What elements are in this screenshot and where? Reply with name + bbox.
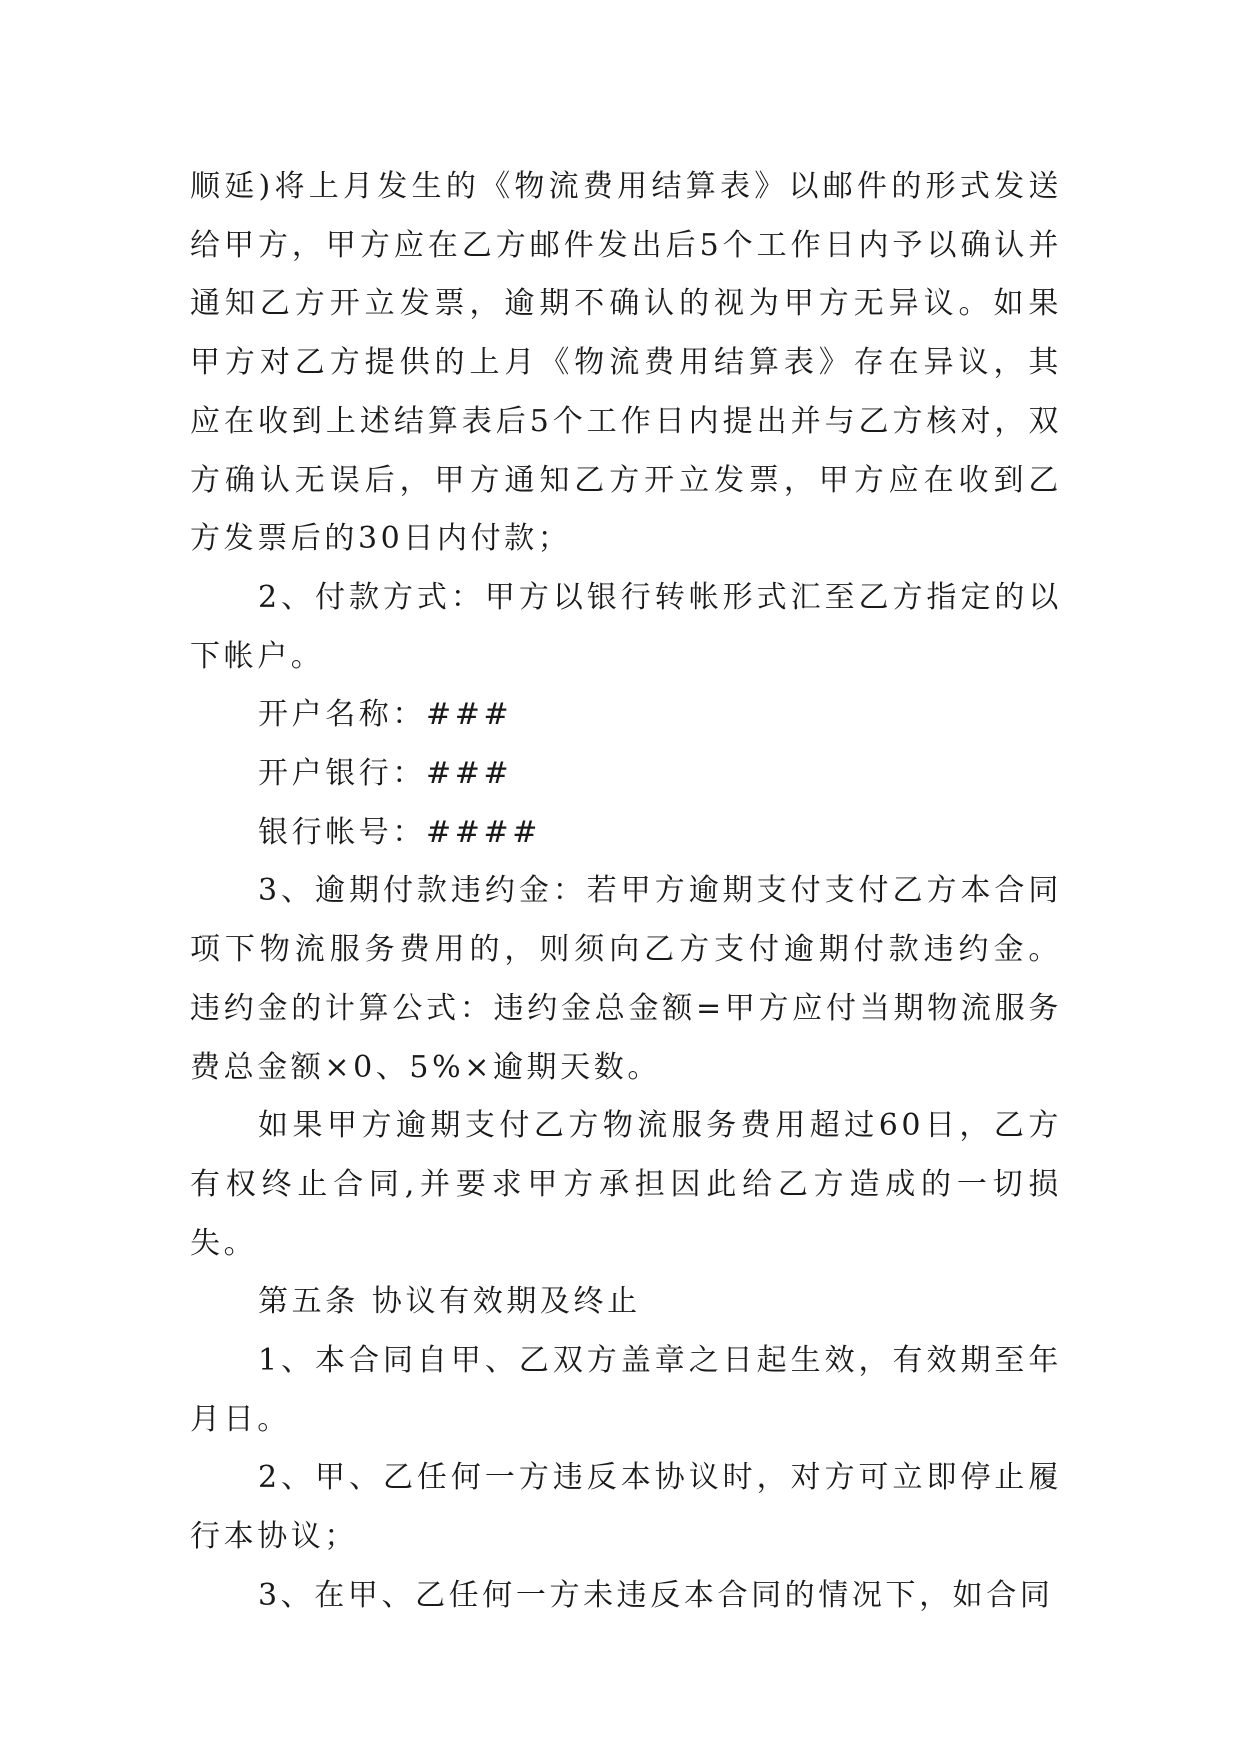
paragraph-no-breach-condition: 3、在甲、乙任何一方未违反本合同的情况下，如合同 [258, 1577, 1054, 1613]
paragraph-effective-period: 1、本合同自甲、乙双方盖章之日起生效，有效期至年月日。 [190, 1343, 1062, 1437]
paragraph-account-number: 银行帐号：#### [258, 814, 541, 850]
document-body [190, 158, 1062, 1626]
paragraph-termination-right: 如果甲方逾期支付乙方物流服务费用超过60日，乙方有权终止合同,并要求甲方承担因此给乙方造成的一切损失。 [190, 1108, 1062, 1261]
paragraph-breach-stop: 2、甲、乙任何一方违反本协议时，对方可立即停止履行本协议； [190, 1460, 1062, 1555]
paragraph-late-payment-penalty: 3、逾期付款违约金：若甲方逾期支付支付乙方本合同项下物流服务费用的，则须向乙方支付逾期付款违约金。违约金的计算公式：违约金总金额=甲方应付当期物流服务费总金额×0、5%×逾期天数。 [190, 873, 1062, 1085]
paragraph-account-bank: 开户银行：### [258, 756, 513, 792]
paragraph-payment-method: 2、付款方式：甲方以银行转帐形式汇至乙方指定的以下帐户。 [190, 579, 1062, 674]
paragraph-account-name: 开户名称：### [258, 697, 513, 733]
section-heading-article-five: 第五条 协议有效期及终止 [258, 1284, 641, 1320]
paragraph-settlement-process: 顺延)将上月发生的《物流费用结算表》以邮件的形式发送给甲方，甲方应在乙方邮件发出后5个工作日内予以确认并通知乙方开立发票，逾期不确认的视为甲方无异议。如果甲方对乙方提供的上月《物流费用结算表》存在异议，其应在收到上述结算表后5个工作日内提出并与乙方核对，双方确认无误后，甲方通知乙方开立发票，甲方应在收到乙方发票后的30日内付款； [190, 169, 1062, 557]
